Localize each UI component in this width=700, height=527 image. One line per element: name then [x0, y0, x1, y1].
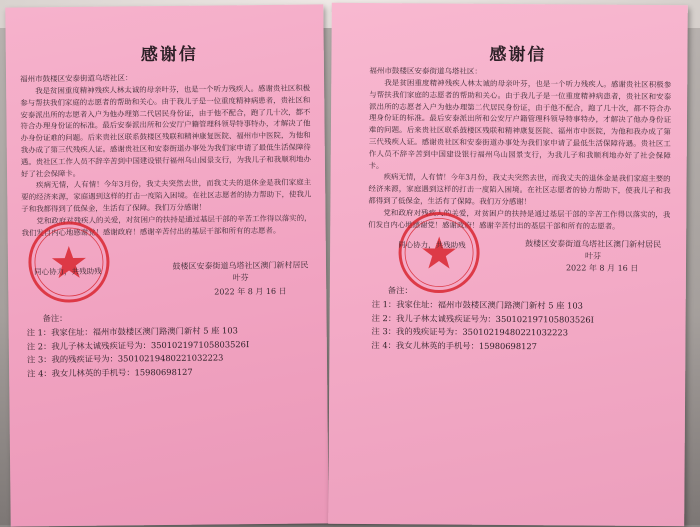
slogan-text: 同心协力，共残助残	[34, 266, 102, 277]
note-item: 注 3：我的残疾证号为：35010219480221032223	[371, 326, 569, 338]
note-item: 注 3：我的残疾证号为：35010219480221032223	[26, 352, 224, 365]
letter-paragraph: 我是贫困重度精神残疾人林太诚的母亲叶芬，也是一个听力残疾人。感谢贵社区积极参与帮扶我们家庭的志愿者的帮助和关心。由于我儿子是一位重度精神病患者，贵社区和安泰派出所的志愿者入户为他办理第二代居民身份证，由于他不配合，跑了几十次，都不符合办理身份证的标准。最后安泰派出所和公安厅户籍管理科领导特事特办，才解决了他办身份证难的问题。后来贵社区联系鼓楼区残联和精神康复医院、福州市中医院，为他和我办成了第三代残疾人证。感谢贵社区和安泰街道办事处为我们家申请了最低生活保障待遇。贵社区工作人员不辞辛苦到中国建设银行福州乌山园景支行，为我儿子和我顺利地办好了社会保障卡。	[368, 78, 672, 170]
note-item: 注 2：我儿子林太诚残疾证号为：350102197105803526I	[26, 338, 250, 352]
note-item: 注 4：我女儿林英的手机号：15980698127	[27, 366, 193, 379]
note-item: 注 4：我女儿林英的手机号：15980698127	[371, 339, 538, 351]
signature	[158, 259, 323, 285]
official-seal-stamp	[26, 219, 113, 306]
letter-paragraph: 疾病无情，人有情！今年3月份，我丈夫突然去世，而我丈夫的退休金是我们家庭主要的经济来源，家庭遇到这样的打击一度陷入困境。在社区志愿者的协力帮助下，使我儿子和我都得到了低保金，生活有了保障。我们万分感谢！	[368, 172, 671, 207]
letter-title: 感谢信	[489, 44, 547, 66]
letter-page-left	[5, 4, 328, 526]
letter-date: 2022 年 8 月 16 日	[565, 263, 639, 273]
signature-org: 鼓楼区安泰街道乌塔社区澳门新村居民	[172, 260, 309, 271]
signature-name: 叶芬	[585, 251, 602, 261]
letter-greeting: 福州市鼓楼区安泰街道乌塔社区：	[369, 66, 482, 76]
letter-page-right	[328, 3, 688, 526]
notes-block	[26, 310, 249, 380]
slogan-text: 同心协力，共残助残	[398, 240, 466, 250]
notes-header: 备注：	[42, 313, 68, 324]
signature-org: 鼓楼区安泰街道乌塔社区澳门新村居民	[525, 239, 662, 250]
signature	[508, 238, 678, 263]
letter-date: 2022 年 8 月 16 日	[214, 286, 287, 297]
note-item: 注 1：我家住址：福州市鼓楼区澳门路澳门新村 5 座 103	[26, 325, 238, 338]
letter-body	[20, 82, 312, 238]
letter-paragraph: 我是贫困重度精神残疾人林太诚的母亲叶芬，也是一个听力残疾人。感谢贵社区积极参与帮扶我们家庭的志愿者的帮助和关心。由于我儿子是一位重度精神病患者，贵社区和安泰派出所的志愿者入户为他办理第二代居民身份证，由于他不配合，跑了几十次，都不符合办理身份证的标准。最后安泰派出所和公安厅户籍管理科领导特事特办，才解决了他办身份证难的问题。后来贵社区联系鼓楼区残联和精神康复医院、福州市中医院，为他和我办成了第三代残疾人证。感谢贵社区和安泰街道办事处为我们家申请了最低生活保障待遇。贵社区工作人员不辞辛苦到中国建设银行福州乌山园景支行，为我儿子和我顺利地办好了社会保障卡。	[20, 83, 311, 179]
letter-paragraph: 党和政府对残疾人的关爱，对贫困户的扶持是通过基层干部的辛苦工作得以落实的，我们发自内心地感谢党！感谢政府！感谢辛苦付出的基层干部和所有的志愿者。	[368, 207, 671, 231]
note-item: 注 2：我儿子林太诚残疾证号为：350102197105803526I	[371, 312, 595, 325]
letter-greeting: 福州市鼓楼区安泰街道乌塔社区：	[19, 73, 133, 84]
letter-paragraph: 党和政府对残疾人的关爱，对贫困户的扶持是通过基层干部的辛苦工作得以落实的，我们发自内心地感谢党！感谢政府！感谢辛苦付出的基层干部和所有的志愿者。	[21, 213, 312, 238]
note-item: 注 1：我家住址：福州市鼓楼区澳门路澳门新村 5 座 103	[371, 299, 583, 311]
letter-title: 感谢信	[140, 44, 198, 66]
notes-header: 备注：	[387, 285, 413, 296]
signature-name: 叶芬	[232, 273, 249, 283]
letter-paragraph: 疾病无情，人有情！今年3月份，我丈夫突然去世，而我丈夫的退休金是我们家庭主要的经济来源，家庭遇到这样的打击一度陷入困境。在社区志愿者的协力帮助下，使我儿子和我都得到了低保金，生活有了保障。我们万分感谢！	[21, 177, 312, 214]
official-seal-stamp	[396, 209, 483, 296]
notes-block	[371, 284, 594, 354]
